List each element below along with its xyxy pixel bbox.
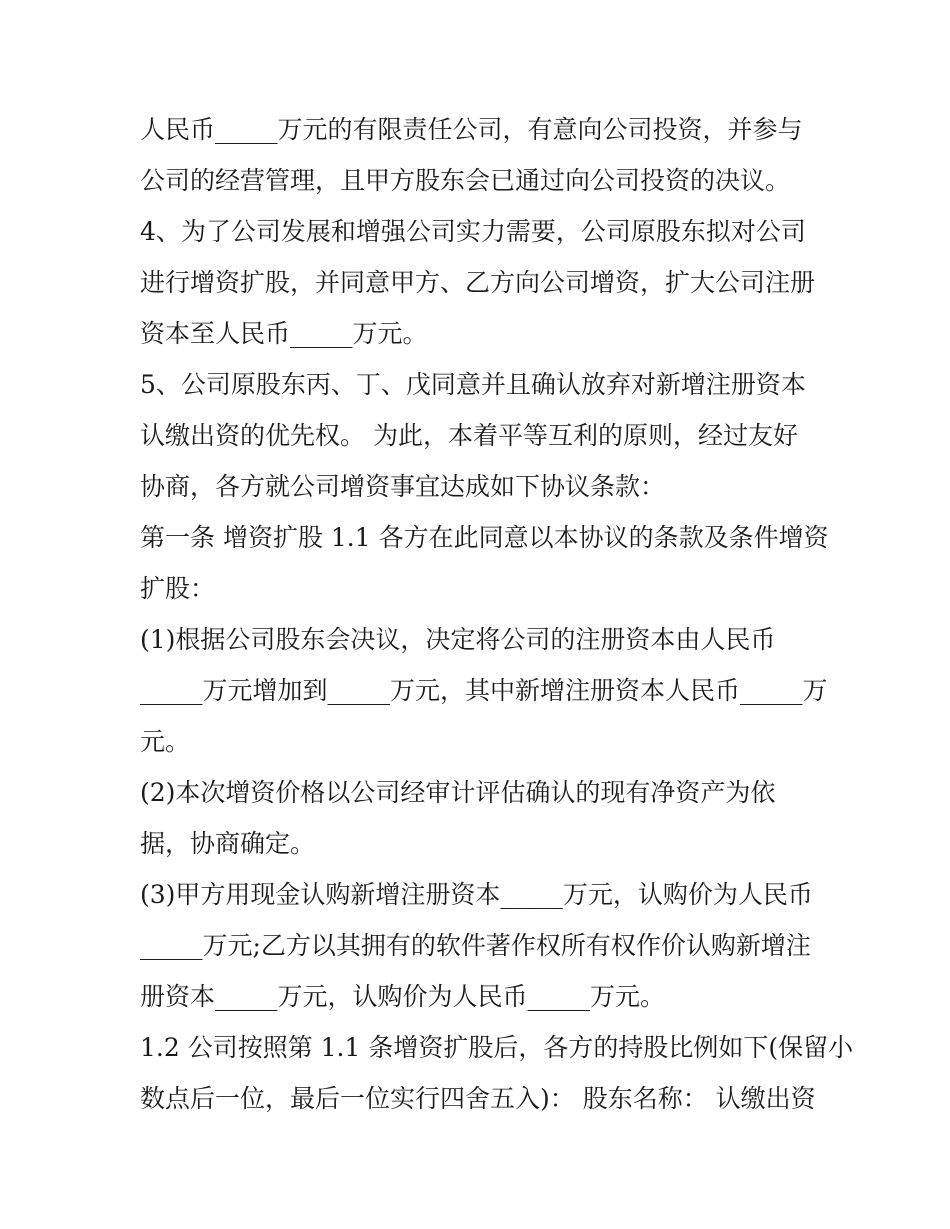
text-line: 数点后一位，最后一位实行四舍五入)： 股东名称： 认缴出资 [140, 1084, 816, 1113]
text-line: (2)本次增资价格以公司经审计评估确认的现有净资产为依 [140, 778, 776, 807]
text-line: _____万元增加到_____万元，其中新增注册资本人民币_____万 [140, 676, 828, 705]
text-line: 元。 [140, 727, 191, 756]
text-line: 第一条 增资扩股 1.1 各方在此同意以本协议的条款及条件增资 [140, 523, 829, 552]
text-line: (1)根据公司股东会决议，决定将公司的注册资本由人民币 [140, 625, 776, 654]
document-body [140, 108, 854, 1128]
text-line: 资本至人民币_____万元。 [140, 319, 428, 348]
text-line: 5、公司原股东丙、丁、戊同意并且确认放弃对新增注册资本 [140, 370, 806, 399]
text-line: 据，协商确定。 [140, 829, 316, 858]
text-line: 1.2 公司按照第 1.1 条增资扩股后，各方的持股比例如下(保留小 [140, 1033, 854, 1062]
text-line: 扩股： [140, 574, 216, 603]
text-line: 册资本_____万元，认购价为人民币_____万元。 [140, 982, 666, 1011]
text-line: 进行增资扩股，并同意甲方、乙方向公司增资，扩大公司注册 [140, 268, 816, 297]
text-line: 人民币_____万元的有限责任公司，有意向公司投资，并参与 [140, 115, 803, 144]
text-line: 认缴出资的优先权。 为此，本着平等互利的原则，经过友好 [140, 421, 798, 450]
text-line: 协商，各方就公司增资事宜达成如下协议条款： [140, 472, 666, 501]
text-line: _____万元;乙方以其拥有的软件著作权所有权作价认购新增注 [140, 931, 811, 960]
text-line: 4、为了公司发展和增强公司实力需要，公司原股东拟对公司 [140, 217, 806, 246]
text-line: 公司的经营管理，且甲方股东会已通过向公司投资的决议。 [140, 166, 791, 195]
text-line: (3)甲方用现金认购新增注册资本_____万元，认购价为人民币 [140, 880, 813, 909]
